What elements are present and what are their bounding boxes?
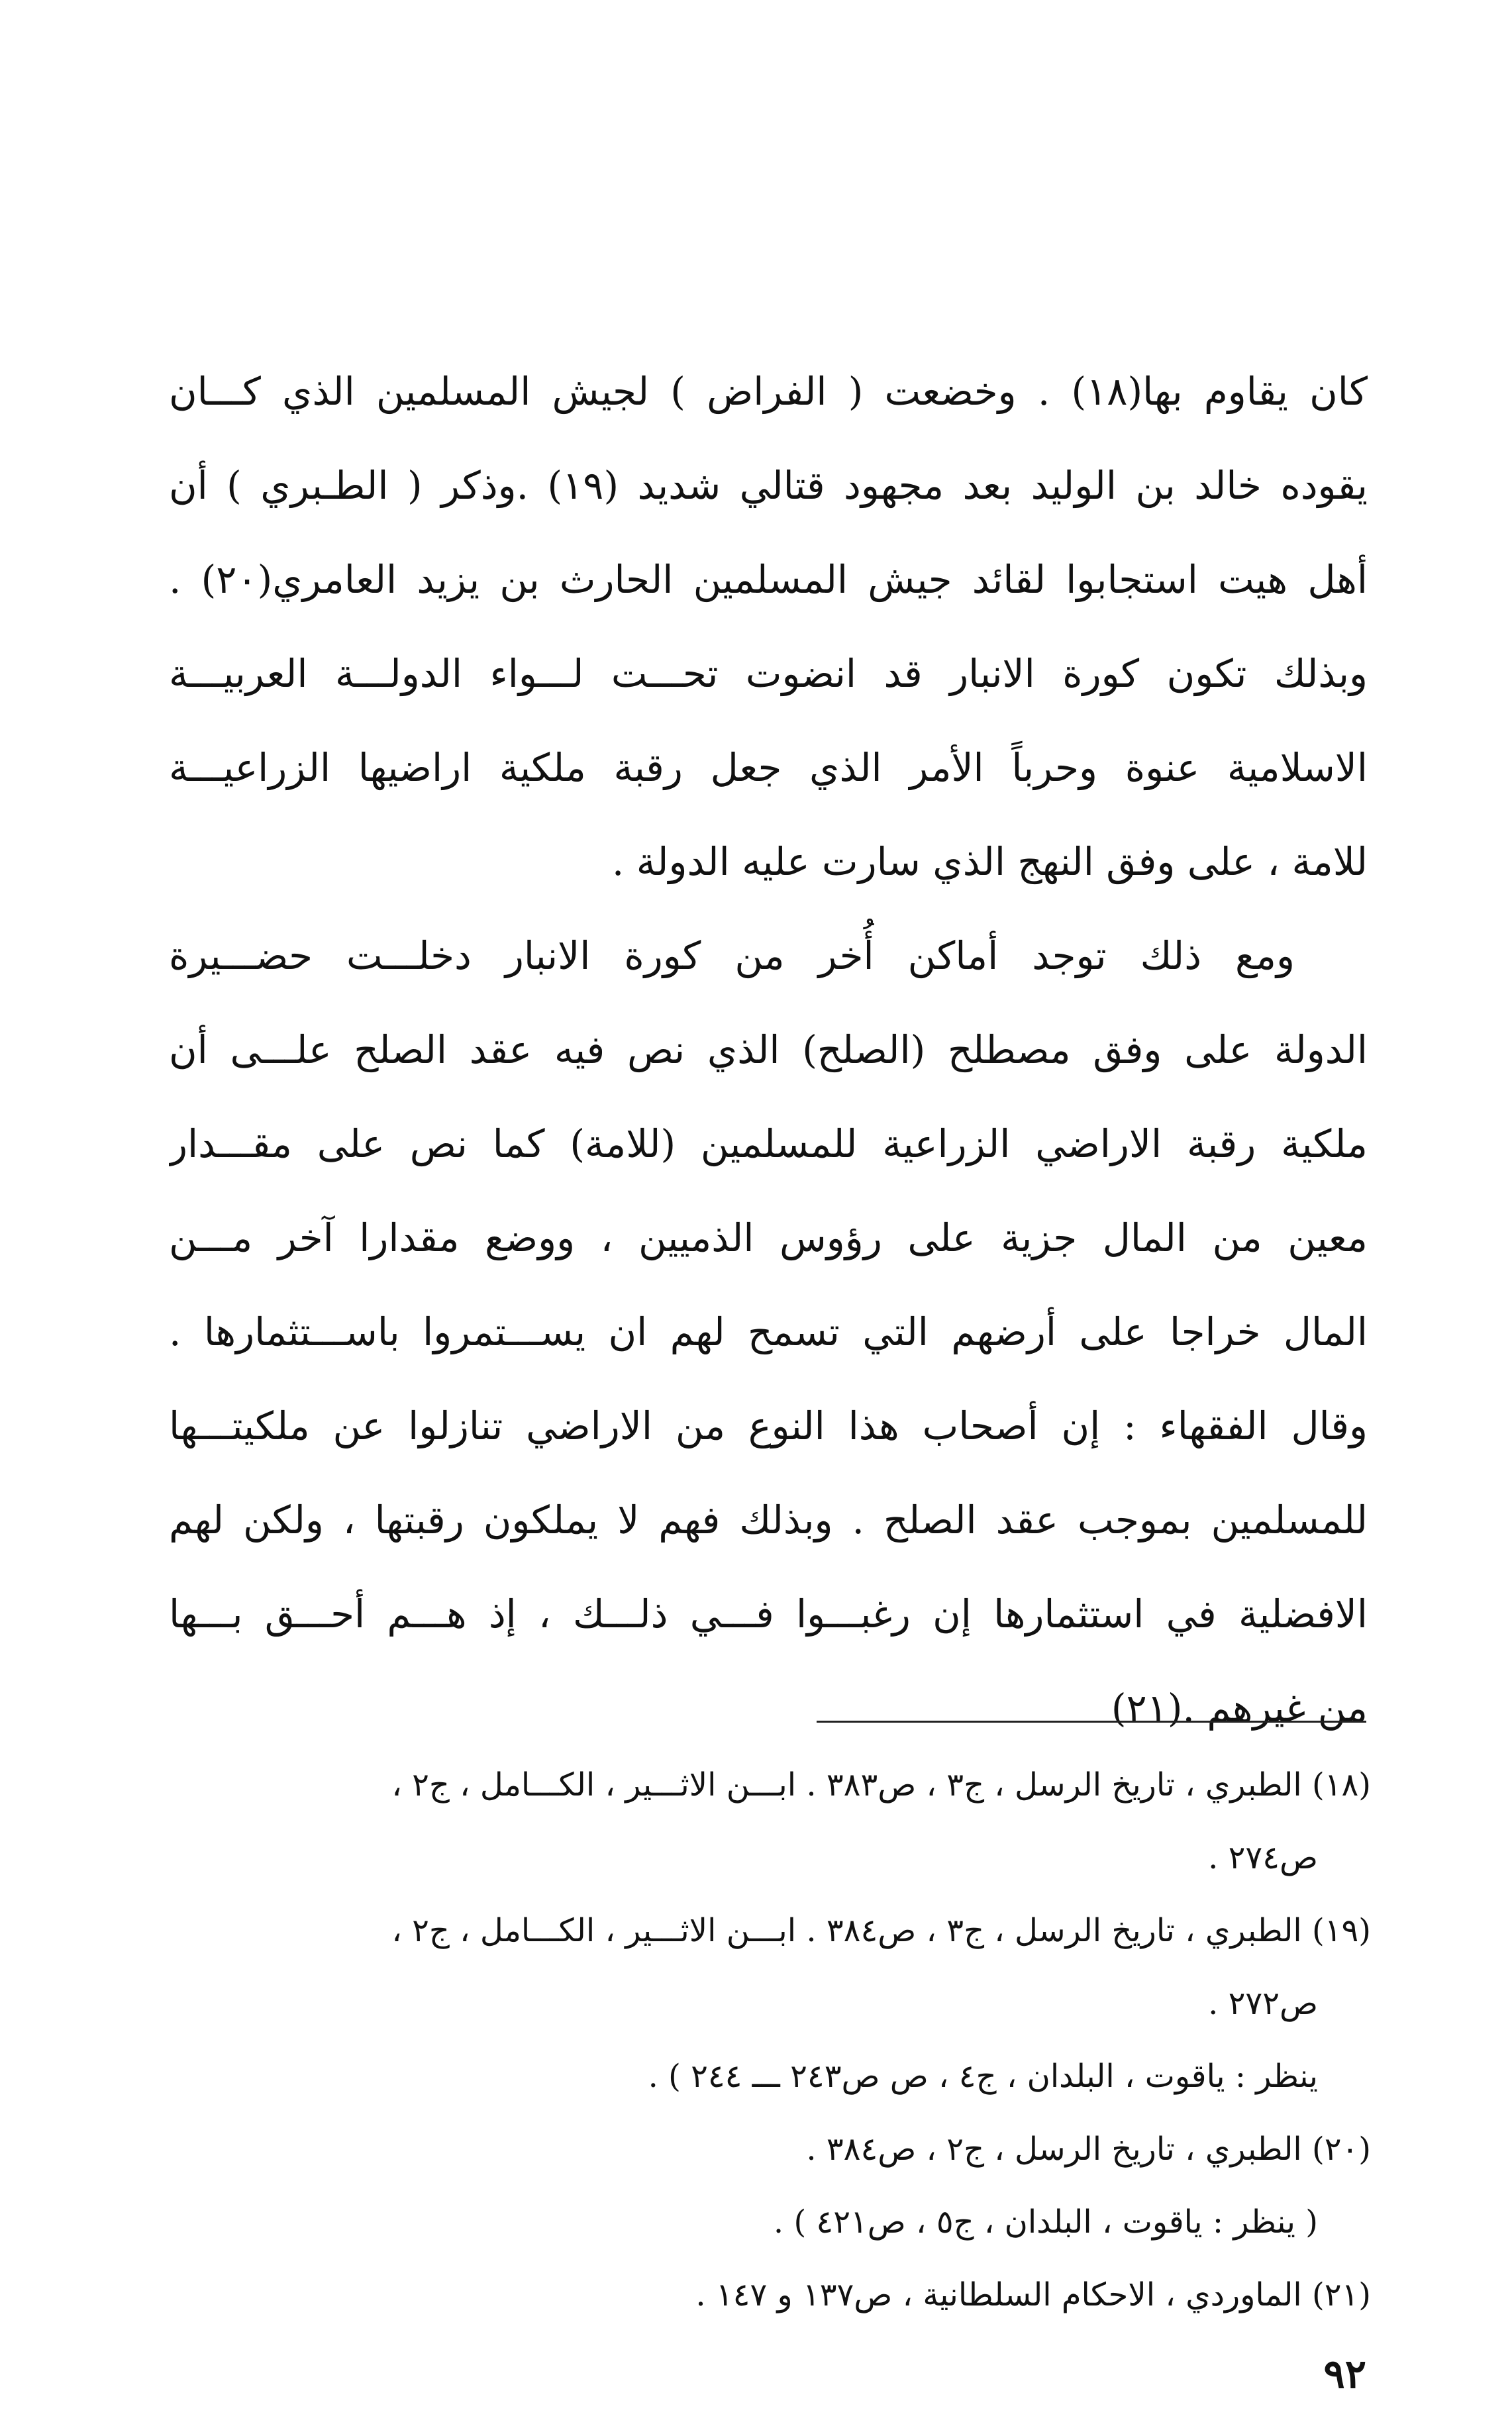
body-line: للامة ، على وفق النهج الذي سارت عليه الدولة . bbox=[611, 839, 1368, 884]
footnote-20-reference: ( ينظر : ياقوت ، البلدان ، ج٥ ، ص٤٢١ ) . bbox=[773, 2203, 1318, 2241]
body-line: ومع ذلك توجد أماكن أُخر من كورة الانبار دخلـــت حضـــيرة bbox=[169, 933, 1295, 978]
body-line: من غيرهم .(٢١) bbox=[1111, 1686, 1368, 1731]
footnote-19: (١٩) الطبري ، تاريخ الرسل ، ج٣ ، ص٣٨٤ . ابـــن الاثـــير ، الكـــامل ، ج٢ ، bbox=[391, 1912, 1371, 1949]
body-text bbox=[169, 344, 1368, 1755]
body-line: المال خراجا على أرضهم التي تسمح لهم ان يســـتمروا باســـتثمارها . bbox=[169, 1309, 1368, 1354]
footnotes bbox=[169, 1748, 1371, 2331]
page-number: ٩٢ bbox=[1323, 2351, 1366, 2398]
footnote-21: (٢١) الماوردي ، الاحكام السلطانية ، ص١٣٧ و ١٤٧ . bbox=[695, 2276, 1371, 2313]
body-line: الدولة على وفق مصطلح (الصلح) الذي نص فيه عقد الصلح علـــى أن bbox=[169, 1027, 1368, 1072]
footnote-18-continuation: ص٢٧٤ . bbox=[1208, 1839, 1318, 1876]
footnote-separator bbox=[817, 1721, 1366, 1723]
body-line: معين من المال جزية على رؤوس الذميين ، ووضع مقدارا آخر مـــن bbox=[169, 1215, 1368, 1260]
body-line: وبذلك تكون كورة الانبار قد انضوت تحـــت لـــواء الدولـــة العربيـــة bbox=[169, 651, 1368, 696]
footnote-19-reference: ينظر : ياقوت ، البلدان ، ج٤ ، ص ص٢٤٣ ـــ ٢٤٤ ) . bbox=[648, 2058, 1318, 2095]
footnote-20: (٢٠) الطبري ، تاريخ الرسل ، ج٢ ، ص٣٨٤ . bbox=[806, 2131, 1371, 2168]
body-line: كان يقاوم بها(١٨) . وخضعت ( الفراض ) لجيش المسلمين الذي كـــان bbox=[169, 369, 1368, 414]
body-line: وقال الفقهاء : إن أصحاب هذا النوع من الاراضي تنازلوا عن ملكيتـــها bbox=[169, 1403, 1368, 1448]
body-line: للمسلمين بموجب عقد الصلح . وبذلك فهم لا يملكون رقبتها ، ولكن لهم bbox=[169, 1497, 1368, 1543]
body-line: أهل هيت استجابوا لقائد جيش المسلمين الحارث بن يزيد العامري(٢٠) . bbox=[169, 557, 1368, 602]
footnote-19-continuation: ص٢٧٢ . bbox=[1208, 1985, 1318, 2022]
footnote-18: (١٨) الطبري ، تاريخ الرسل ، ج٣ ، ص٣٨٣ . ابـــن الاثـــير ، الكـــامل ، ج٢ ، bbox=[391, 1766, 1371, 1803]
body-line: الاسلامية عنوة وحرباً الأمر الذي جعل رقبة ملكية اراضيها الزراعيـــة bbox=[169, 745, 1368, 790]
body-line: يقوده خالد بن الوليد بعد مجهود قتالي شديد (١٩) .وذكر ( الطـبري ) أن bbox=[169, 463, 1368, 508]
body-line: الافضلية في استثمارها إن رغبـــوا فـــي ذلـــك ، إذ هـــم أحـــق بـــها bbox=[169, 1592, 1368, 1637]
body-line: ملكية رقبة الاراضي الزراعية للمسلمين (للامة) كما نص على مقـــدار bbox=[169, 1121, 1368, 1166]
